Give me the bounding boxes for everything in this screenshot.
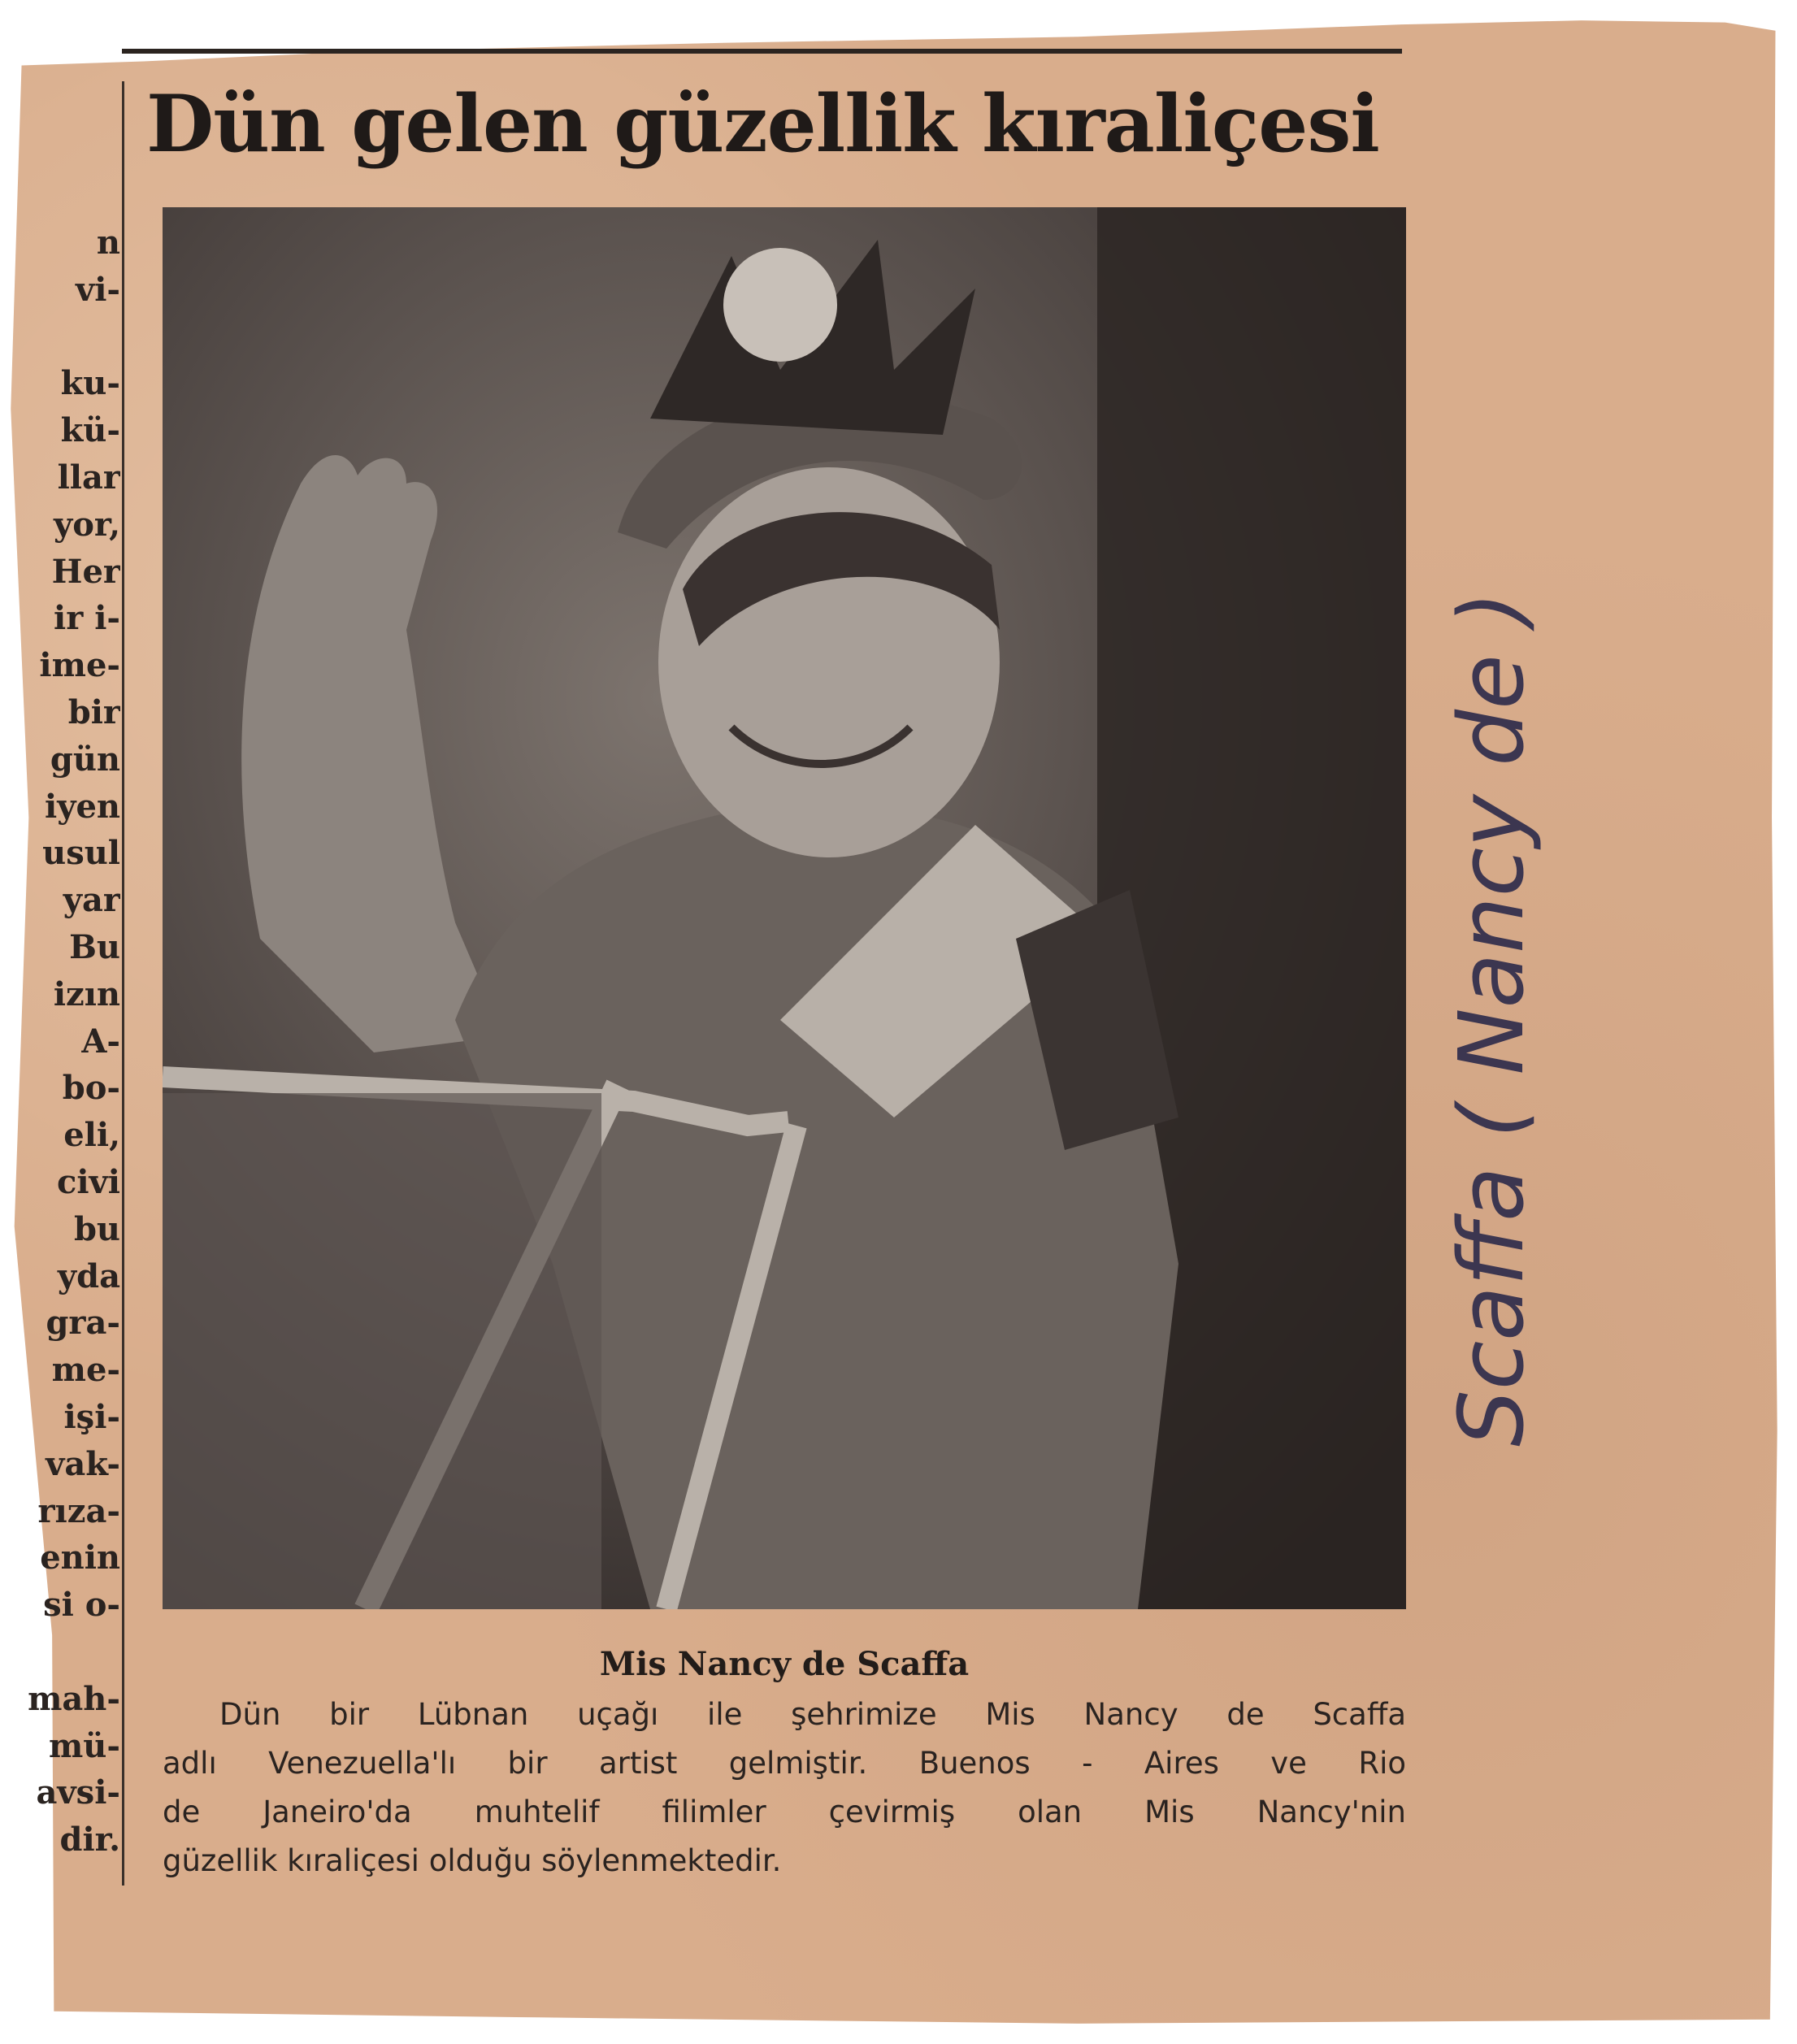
news-photo	[163, 207, 1406, 1609]
column-fragment: me-	[51, 1351, 120, 1390]
column-fragment: civi	[57, 1162, 120, 1201]
column-fragment: dir.	[59, 1821, 120, 1860]
column-fragment: bir	[67, 692, 120, 731]
column-fragment: vak-	[46, 1444, 120, 1483]
headline: Dün gelen güzellik kıraliçesi	[146, 78, 1379, 170]
column-fragment	[16, 1629, 120, 1676]
column-fragment: rıza-	[37, 1491, 120, 1530]
photo-caption-title: Mis Nancy de Scaffa	[599, 1645, 970, 1683]
column-fragment	[16, 314, 120, 361]
column-fragment: eli,	[63, 1116, 120, 1155]
column-fragment: enin	[40, 1538, 120, 1577]
column-fragment: bu	[73, 1209, 120, 1248]
column-fragment: yda	[57, 1256, 120, 1295]
column-fragment: mah-	[28, 1679, 120, 1718]
column-fragment: gra-	[46, 1304, 120, 1343]
caption-line: de Janeiro'da muhtelif filimler çevirmiş olan Mis Nancy'nin	[163, 1794, 1406, 1829]
column-fragment: işi-	[63, 1397, 120, 1436]
column-fragment: kü-	[60, 411, 120, 450]
column-rule	[122, 81, 124, 1886]
column-fragment: usul	[42, 834, 120, 873]
column-fragment: ir i-	[54, 599, 120, 638]
column-fragment: A-	[81, 1022, 120, 1061]
column-fragment: llar	[57, 458, 120, 497]
column-fragment: ku-	[60, 364, 120, 403]
column-fragment: si o-	[43, 1586, 120, 1625]
column-fragment: gün	[50, 740, 120, 779]
column-fragment: izın	[53, 974, 120, 1013]
column-fragment: vi-	[75, 270, 120, 309]
column-fragment: ime-	[39, 646, 120, 685]
top-rule	[122, 49, 1402, 54]
caption-line: adlı Venezuella'lı bir artist gelmiştir. Buenos - Aires ve Rio	[163, 1746, 1406, 1781]
column-fragment: iyen	[45, 787, 120, 826]
column-fragment: yor,	[53, 505, 120, 544]
column-fragment: mü-	[48, 1726, 120, 1765]
caption-line: Dün bir Lübnan uçağı ile şehrimize Mis Nancy de Scaffa	[219, 1697, 1406, 1732]
caption-line: güzellik kıraliçesi olduğu söylenmektedir.	[163, 1843, 782, 1878]
column-fragment: n	[96, 223, 120, 262]
handwritten-note: Scaffa ( Nancy de )	[1439, 591, 1543, 1447]
left-column-fragments	[16, 219, 120, 1864]
column-fragment: Her	[51, 552, 120, 591]
column-fragment: bo-	[62, 1069, 120, 1108]
photo-illustration	[163, 207, 1406, 1609]
photo-caption-body	[163, 1690, 1406, 1886]
column-fragment: yar	[63, 881, 120, 920]
column-fragment: Bu	[69, 927, 120, 966]
column-fragment: avsi-	[36, 1773, 120, 1812]
